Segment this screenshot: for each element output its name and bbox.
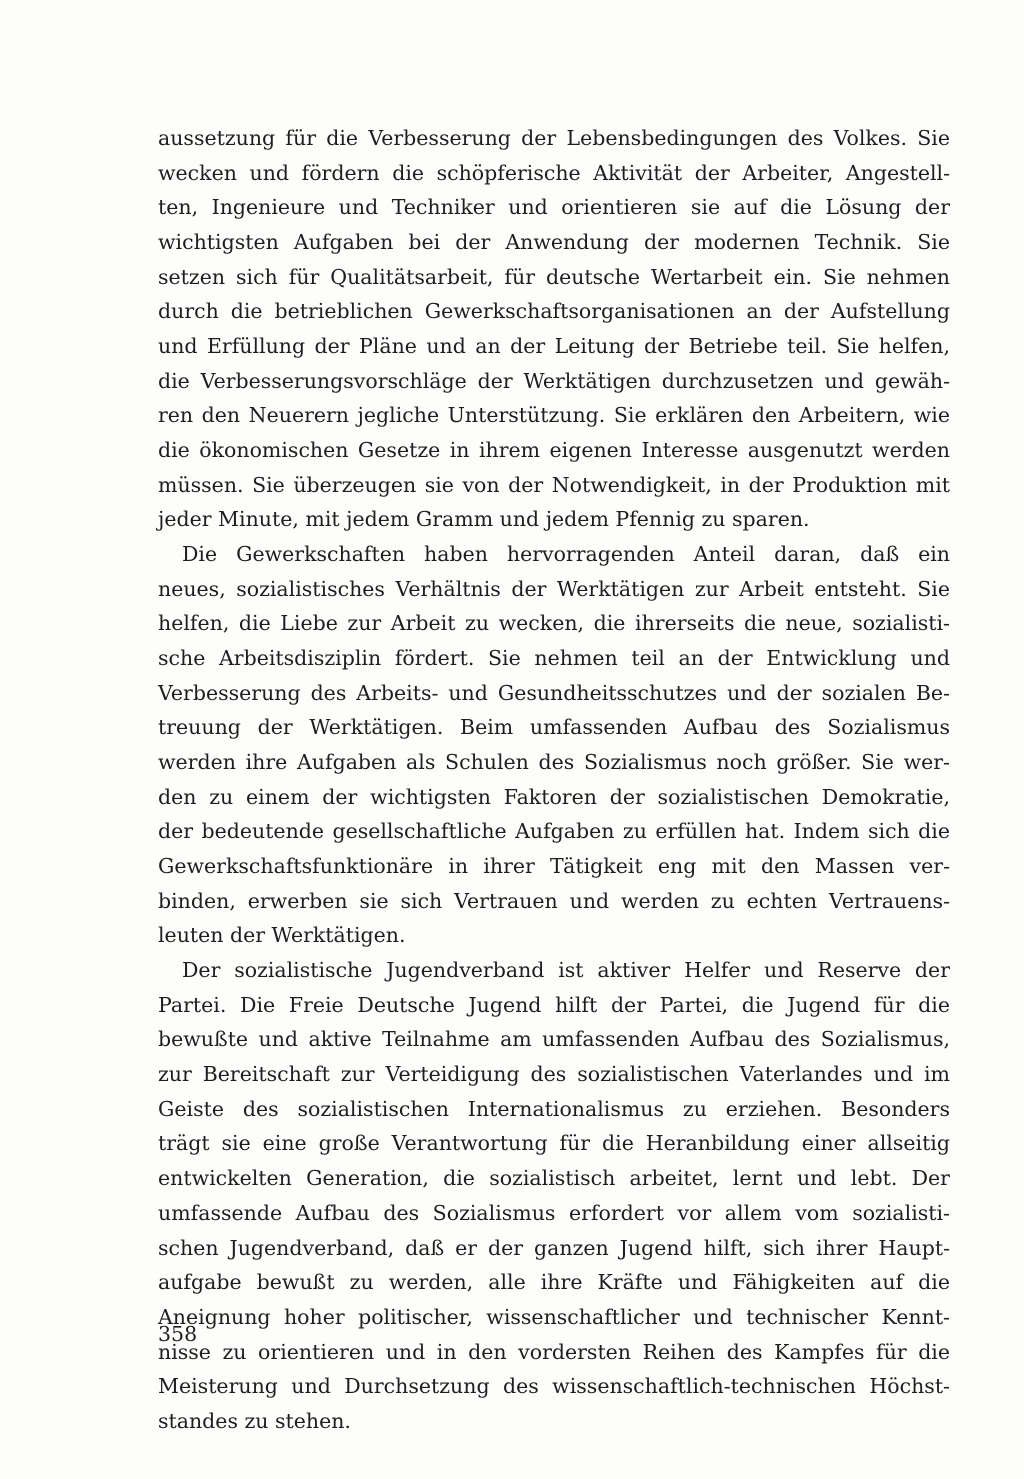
text-line: Der sozialistische Jugendverband ist aktiver Helfer und Reserve der: [182, 958, 950, 983]
text-line: helfen, die Liebe zur Arbeit zu wecken, die ihrerseits die neue, sozialisti-: [158, 611, 950, 636]
text-line: standes zu stehen.: [158, 1408, 351, 1433]
text-line: setzen sich für Qualitätsarbeit, für deutsche Wertarbeit ein. Sie nehmen: [158, 264, 950, 289]
page-number: 358: [158, 1322, 198, 1346]
text-line: wichtigsten Aufgaben bei der Anwendung der modernen Technik. Sie: [158, 230, 950, 255]
text-line: binden, erwerben sie sich Vertrauen und werden zu echten Vertrauens-: [158, 888, 950, 913]
text-line: bewußte und aktive Teilnahme am umfassenden Aufbau des Sozialismus,: [158, 1027, 950, 1052]
text-line: treuung der Werktätigen. Beim umfassenden Aufbau des Sozialismus: [158, 715, 950, 740]
text-line: Geiste des sozialistischen Internationalismus zu erziehen. Besonders: [158, 1096, 950, 1121]
text-line: aufgabe bewußt zu werden, alle ihre Kräfte und Fähigkeiten auf die: [158, 1270, 950, 1295]
text-line: neues, sozialistisches Verhältnis der Werktätigen zur Arbeit entsteht. Sie: [158, 576, 950, 601]
text-line: und Erfüllung der Pläne und an der Leitung der Betriebe teil. Sie helfen,: [158, 334, 950, 359]
text-line: durch die betrieblichen Gewerkschaftsorganisationen an der Aufstellung: [158, 299, 950, 324]
text-line: aussetzung für die Verbesserung der Lebensbedingungen des Volkes. Sie: [158, 126, 950, 150]
text-line: schen Jugendverband, daß er der ganzen Jugend hilft, sich ihrer Haupt-: [158, 1235, 950, 1260]
text-line: Verbesserung des Arbeits- und Gesundheitsschutzes und der sozialen Be-: [158, 680, 950, 705]
text-line: der bedeutende gesellschaftliche Aufgaben zu erfüllen hat. Indem sich die: [158, 819, 950, 844]
text-line: Aneignung hoher politischer, wissenschaftlicher und technischer Kennt-: [158, 1304, 950, 1329]
text-line: entwickelten Generation, die sozialistisch arbeitet, lernt und lebt. Der: [158, 1166, 950, 1191]
text-line: ten, Ingenieure und Techniker und orientieren sie auf die Lösung der: [158, 195, 950, 220]
text-line: umfassende Aufbau des Sozialismus erfordert vor allem vom sozialisti-: [158, 1200, 950, 1225]
text-line: trägt sie eine große Verantwortung für die Heranbildung einer allseitig: [158, 1131, 950, 1156]
text-line: sche Arbeitsdisziplin fördert. Sie nehmen teil an der Entwicklung und: [158, 646, 950, 671]
text-line: die Verbesserungsvorschläge der Werktätigen durchzusetzen und gewäh-: [158, 368, 950, 393]
body-text: [158, 121, 950, 1439]
text-line: jeder Minute, mit jedem Gramm und jedem Pfennig zu sparen.: [158, 507, 810, 532]
text-line: den zu einem der wichtigsten Faktoren der sozialistischen Demokratie,: [158, 784, 950, 809]
text-line: Partei. Die Freie Deutsche Jugend hilft der Partei, die Jugend für die: [158, 992, 950, 1017]
text-line: ren den Neuerern jegliche Unterstützung. Sie erklären den Arbeitern, wie: [158, 403, 950, 428]
text-line: Gewerkschaftsfunktionäre in ihrer Tätigkeit eng mit den Massen ver-: [158, 854, 950, 879]
text-line: die ökonomischen Gesetze in ihrem eigenen Interesse ausgenutzt werden: [158, 438, 950, 463]
text-line: Meisterung und Durchsetzung des wissenschaftlich-technischen Höchst-: [158, 1374, 950, 1399]
text-line: müssen. Sie überzeugen sie von der Notwendigkeit, in der Produktion mit: [158, 472, 950, 497]
text-line: zur Bereitschaft zur Verteidigung des sozialistischen Vaterlandes und im: [158, 1062, 950, 1087]
text-line: nisse zu orientieren und in den vordersten Reihen des Kampfes für die: [158, 1339, 950, 1364]
text-line: wecken und fördern die schöpferische Aktivität der Arbeiter, Angestell-: [158, 160, 950, 185]
text-line: leuten der Werktätigen.: [158, 923, 406, 948]
text-line: werden ihre Aufgaben als Schulen des Sozialismus noch größer. Sie wer-: [158, 750, 950, 775]
text-line: Die Gewerkschaften haben hervorragenden Anteil daran, daß ein: [182, 542, 950, 567]
